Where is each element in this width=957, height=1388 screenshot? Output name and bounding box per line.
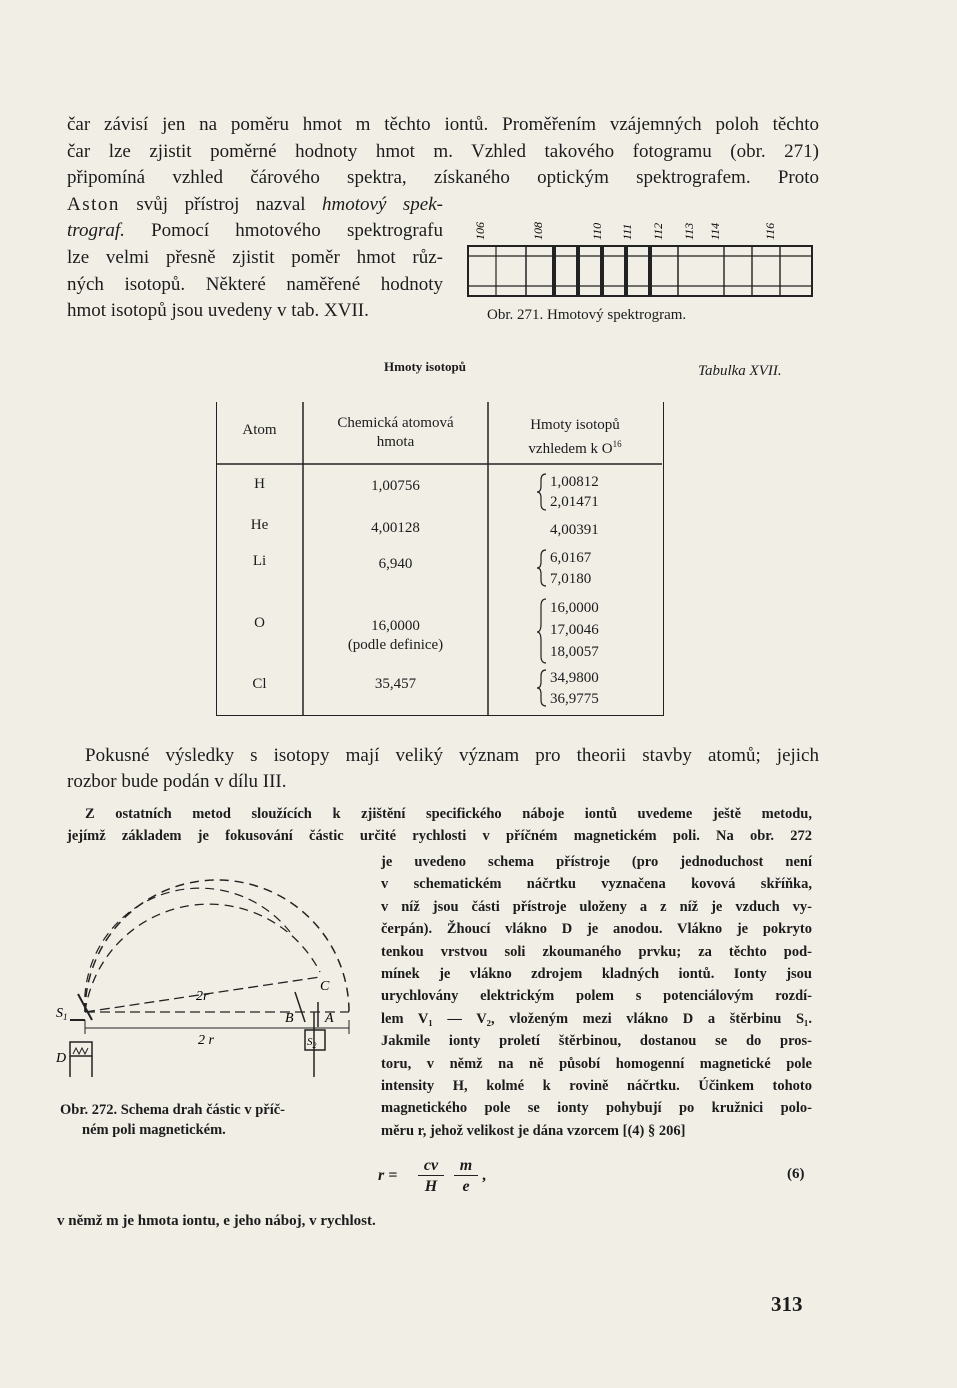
formula-numerator: cv (418, 1157, 444, 1176)
paragraph-definitions: v němž m je hmota iontu, e jeho náboj, v rychlost. (57, 1213, 376, 1229)
brace (537, 670, 546, 706)
text-line: urychlovány elektrickým polem s potenciálovým rozdí- (381, 988, 812, 1005)
cell-atom: Li (252, 553, 267, 569)
figure-caption-272 (60, 1100, 285, 1140)
figure-caption-271: Obr. 271. Hmotový spektrogram. (487, 307, 687, 323)
iso-value: 18,0057 (550, 644, 599, 660)
cell-atom: H (254, 476, 265, 492)
text-line: magnetického pole se ionty pohybují po kružnici polo- (381, 1100, 812, 1117)
text-line: lze velmi přesně zjistit poměr hmot růz- (67, 246, 443, 268)
header-text (488, 435, 662, 459)
label-b: B (285, 1011, 294, 1026)
text-line: je uvedeno schema přístroje (pro jednoduchost není (381, 854, 812, 870)
spectrogram-frame (468, 246, 812, 296)
label-s2: $S_2$ (307, 1036, 317, 1050)
text-line: jejímž základem je fokusování částic určité rychlosti v příčném magnetickém poli. Na obr. 272 (67, 828, 812, 845)
iso-value: 2,01471 (550, 494, 599, 510)
cell-iso (550, 668, 599, 710)
header-text: vzhledem k O (528, 441, 613, 457)
iso-value: 7,0180 (550, 571, 592, 587)
header-atom: Atom (242, 422, 277, 438)
spectral-label: 110 (590, 222, 604, 240)
text-line: mínek je vlákno zdrojem kladných iontů. Ionty jsou (381, 966, 812, 983)
cell-chem: 35,457 (374, 676, 417, 692)
brace (537, 474, 546, 510)
text-span: svůj přístroj nazval (119, 193, 323, 215)
text-span: Pomocí hmotového spektrografu (124, 220, 443, 242)
text-line: čerpán). Žhoucí vlákno D je anodou. Vlákno je pokryto (381, 921, 812, 938)
paragraph-method (67, 803, 812, 848)
text-line: v níž jsou části přístroje uloženy a z níž je vzduch vy- (381, 898, 812, 915)
header-text: Chemická atomová (337, 415, 454, 431)
cell-atom: O (254, 615, 265, 631)
equation-number: (6) (787, 1166, 805, 1182)
spectral-label: 106 (473, 222, 487, 240)
cell-iso (550, 548, 591, 590)
slit-s1 (78, 994, 92, 1020)
paragraph-results (67, 743, 819, 795)
label-d: D (56, 1051, 67, 1066)
page-number: 313 (771, 1292, 803, 1316)
spectral-label: 114 (708, 222, 722, 240)
filament-coil (73, 1048, 88, 1054)
plate-b (295, 992, 305, 1022)
superscript: 16 (612, 439, 622, 449)
text-line: měru r, jehož velikost je dána vzorcem [(4) § 206] (381, 1122, 686, 1139)
cell-atom: He (250, 517, 269, 533)
text-line (67, 218, 443, 245)
spectral-label: 113 (682, 222, 696, 240)
formula-comma: , (482, 1167, 486, 1184)
iso-value: 17,0046 (550, 622, 599, 638)
formula-denominator: e (462, 1178, 470, 1195)
text-line: toru, v němž na ně působí homogenní magnetické pole (381, 1055, 812, 1072)
cell-iso (550, 472, 599, 512)
brace (537, 550, 546, 586)
text-line: tenkou vrstvou soli zkoumaného prvku; za těchto pod- (381, 943, 812, 960)
header-isotope-mass (488, 416, 662, 459)
label-2r-diameter: 2 r (198, 1033, 214, 1048)
brace (537, 599, 546, 663)
spectral-label: 108 (531, 222, 545, 240)
text-line: rozbor bude podán v dílu III. (67, 771, 287, 792)
table-header (216, 402, 662, 464)
chem-value: 16,0000 (371, 618, 420, 634)
trajectory-arc (85, 888, 290, 1012)
cell-iso (550, 597, 599, 663)
spectral-label: 111 (620, 223, 634, 240)
caption-line: Obr. 272. Schema drah částic v příč- (60, 1102, 286, 1118)
iso-value: 36,9775 (550, 691, 599, 707)
text-line: ných isotopů. Některé naměřené hodnoty (67, 273, 443, 295)
text-line: Jakmile ionty proletí štěrbinou, dostanou se do pros- (381, 1033, 812, 1050)
term-italic: hmotový spek- (322, 193, 443, 215)
text-line (67, 192, 443, 219)
cell-iso: 4,00391 (550, 522, 599, 538)
text-line: hmot isotopů jsou uvedeny v tab. XVII. (67, 300, 369, 322)
term-italic: trograf. (67, 220, 125, 242)
header-text: hmota (376, 434, 415, 450)
trajectory-arc (85, 880, 349, 1012)
text-line: čar závisí jen na poměru hmot m těchto iontů. Proměřením vzájemných poloh těchto (67, 114, 819, 135)
label-2r-chord: 2r (196, 989, 209, 1004)
caption-line: ném poli magnetickém. (82, 1122, 226, 1138)
header-chemical-mass (303, 414, 488, 452)
label-a: A (325, 1011, 334, 1026)
spectral-label: 112 (651, 222, 665, 240)
header-text: Hmoty isotopů (530, 417, 620, 433)
table-label: Tabulka XVII. (698, 363, 782, 379)
text-line: v schematickém náčrtku vyznačena kovová skříňka, (381, 876, 812, 893)
braces (534, 464, 550, 714)
cell-chem (303, 617, 488, 655)
particle-path-diagram (50, 862, 370, 1087)
cell-chem: 1,00756 (371, 478, 420, 494)
iso-value: 34,9800 (550, 670, 599, 686)
cell-chem: 4,00128 (371, 520, 420, 536)
paragraph-method-column (381, 851, 812, 1142)
label-s1: $S_1$ (56, 1006, 68, 1022)
formula-numerator: m (454, 1157, 478, 1176)
text-line: čar lze zjistit poměrné hodnoty hmot m. Vzhled takového fotogramu (obr. 271) (67, 140, 819, 162)
text-line: intensity H, kolmé k rovině náčrtku. Účinkem tohoto (381, 1078, 812, 1095)
author-name: Aston (67, 193, 120, 215)
iso-value: 1,00812 (550, 474, 599, 490)
mass-spectrogram-figure (466, 208, 816, 304)
formula-lhs: r = (378, 1167, 398, 1184)
spectral-label: 116 (763, 222, 777, 240)
text-line: lem V₁ — V₂, vloženým mezi vlákno D a štěrbinu S₁. (381, 1010, 812, 1027)
spectral-labels (473, 222, 777, 240)
text-line: Z ostatních metod sloužících k zjištění specifického náboje iontů uvedeme ještě metodu, (85, 806, 812, 822)
text-line: připomíná vzhled čárového spektra, získaného optickým spektrografem. Proto (67, 167, 819, 189)
cell-atom: Cl (252, 676, 267, 692)
formula-denominator: H (424, 1178, 438, 1195)
iso-value: 16,0000 (550, 600, 599, 616)
chem-note: (podle definice) (347, 637, 444, 653)
text-line: Pokusné výsledky s isotopy mají veliký význam pro theorii stavby atomů; jejich (85, 745, 819, 766)
cell-chem: 6,940 (378, 556, 413, 572)
table-title: Hmoty isotopů (384, 359, 466, 374)
iso-value: 6,0167 (550, 550, 592, 566)
label-c: C (320, 979, 330, 994)
